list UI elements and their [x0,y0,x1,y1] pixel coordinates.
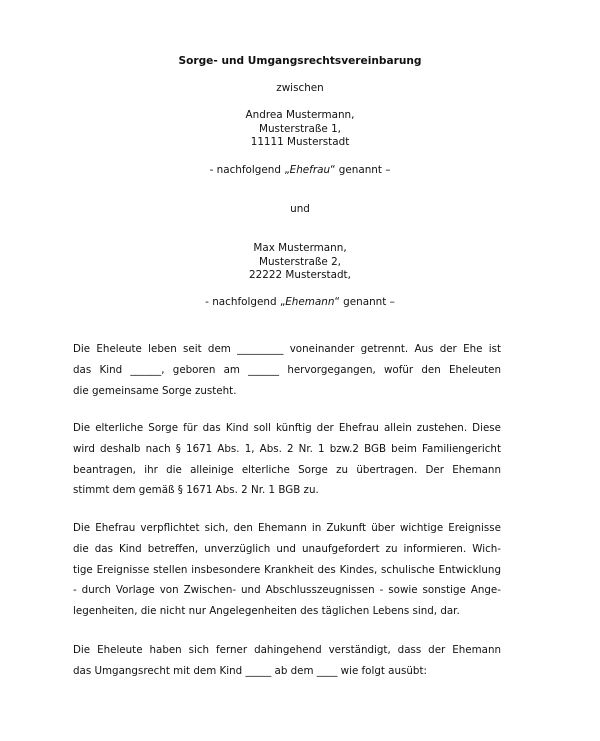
paragraph-visitation [73,640,501,682]
party1-designation-suffix: “ genannt – [330,164,391,176]
paragraph-line: die gemeinsame Sorge zusteht. [73,384,237,397]
paragraph-line: Die elterliche Sorge für das Kind soll künftig der Ehefrau allein zustehen. Diese [73,422,501,434]
party2-designation [0,296,600,310]
and-label: und [290,203,310,215]
between-label: zwischen [276,82,324,94]
paragraph-line: Die Eheleute haben sich ferner dahingehend verständigt, dass der Ehemann [73,644,501,656]
document-title: Sorge- und Umgangsrechtsvereinbarung [178,55,422,67]
party2-street: Musterstraße 2, [259,255,341,268]
party1-designation-term: Ehefrau [289,164,331,176]
paragraph-line: - durch Vorlage von Zwischen- und Abschlusszeugnissen - sowie sonstige Ange- [73,584,501,597]
party2-name: Max Mustermann, [253,242,347,254]
paragraph-line: das Kind ______, geboren am ______ hervorgegangen, wofür den Eheleuten [73,363,501,376]
paragraph-line: legenheiten, die nicht nur Angelegenheiten des täglichen Lebens sind, dar. [73,605,460,618]
party1-city: 11111 Musterstadt [250,136,350,148]
party2-address [0,242,600,283]
paragraph-custody [73,418,501,501]
paragraph-separation [73,339,501,401]
paragraph-line: das Umgangsrecht mit dem Kind _____ ab dem ____ wie folgt ausübt: [73,664,427,677]
paragraph-line: beantragen, ihr die alleinige elterliche Sorge zu übertragen. Der Ehemann [73,463,501,476]
party1-address [0,109,600,150]
party1-street: Musterstraße 1, [259,122,341,135]
party2-designation-term: Ehemann [285,296,335,308]
paragraph-line: die das Kind betreffen, unverzüglich und unaufgefordert zu informieren. Wich- [73,542,501,555]
party1-designation [0,164,600,178]
paragraph-line: tige Ereignisse stellen insbesondere Krankheit des Kindes, schulische Entwicklung [73,563,501,576]
party2-designation-prefix: - nachfolgend „ [205,296,286,308]
party2-city: 22222 Musterstadt, [249,269,351,281]
party2-designation-suffix: “ genannt – [334,296,395,308]
paragraph-information-duty [73,518,501,622]
party1-name: Andrea Mustermann, [245,109,355,121]
paragraph-line: Die Eheleute leben seit dem _________ voneinander getrennt. Aus der Ehe ist [73,343,501,355]
paragraph-line: Die Ehefrau verpflichtet sich, den Ehemann in Zukunft über wichtige Ereignisse [73,522,501,534]
paragraph-line: wird deshalb nach § 1671 Abs. 1, Abs. 2 Nr. 1 bzw.2 BGB beim Familiengericht [73,442,501,455]
party1-designation-prefix: - nachfolgend „ [209,164,290,176]
paragraph-line: stimmt dem gemäß § 1671 Abs. 2 Nr. 1 BGB zu. [73,484,319,497]
